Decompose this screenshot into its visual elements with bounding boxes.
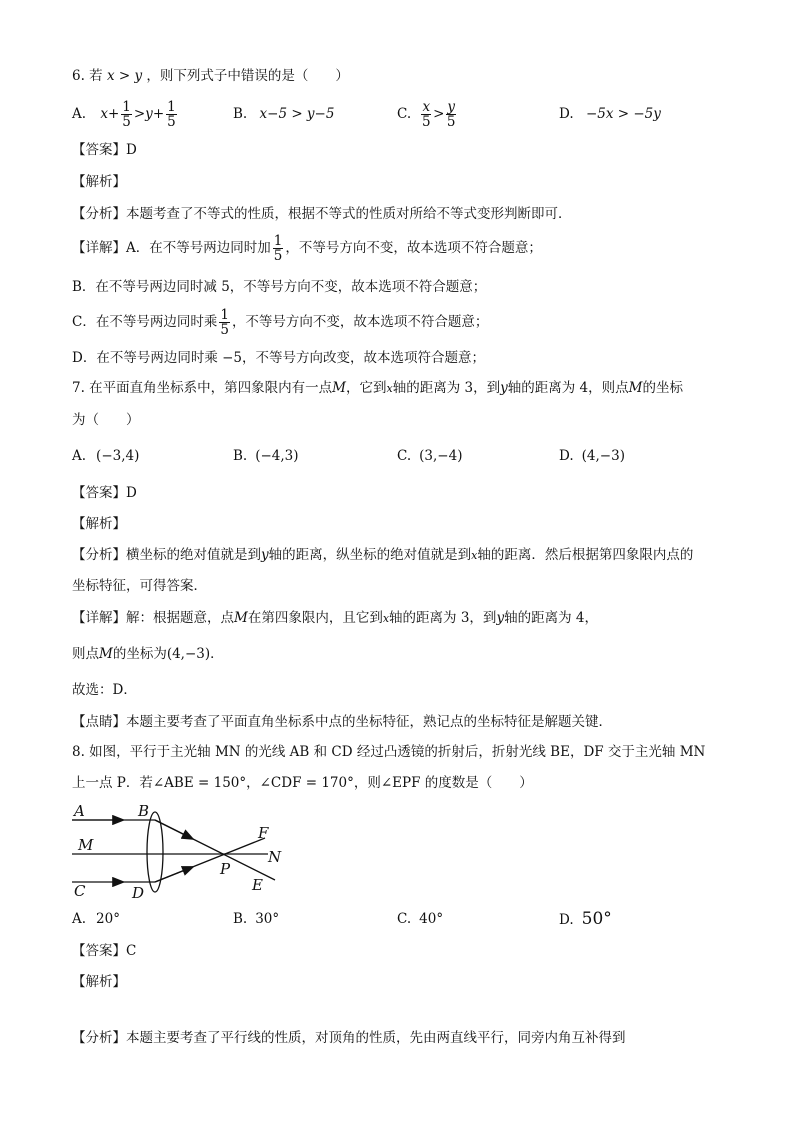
q8-stem-line1: 8. 如图，平行于主光轴 MN 的光线 AB 和 CD 经过凸透镜的折射后，折射光线 BE，DF 交于主光轴 MN xyxy=(72,744,706,760)
ray-be-arrow xyxy=(155,820,190,838)
q7-option-a xyxy=(72,446,139,466)
option-label: B. xyxy=(233,911,248,927)
t: 轴的距离，纵坐标的绝对值就是到 xyxy=(268,547,472,563)
fraction xyxy=(121,100,132,129)
option-label: A. xyxy=(72,106,87,122)
fraction xyxy=(273,234,284,263)
fraction xyxy=(421,100,431,129)
t: M xyxy=(234,610,248,626)
q7-detail-line2 xyxy=(72,644,224,664)
option-label: D. xyxy=(559,106,574,122)
q6-option-d-expr: −5x > −5y xyxy=(585,106,661,122)
option-value: 50° xyxy=(581,909,612,929)
t: 则点 xyxy=(72,646,99,662)
t: 轴的距离为 4， xyxy=(504,610,598,626)
option-value: (−4,3) xyxy=(255,448,299,464)
q6-detail-c xyxy=(72,308,488,337)
t: y xyxy=(496,610,505,626)
q7-option-c xyxy=(397,446,462,466)
q7-option-d xyxy=(559,446,625,466)
t: 轴的距离为 4，则点 xyxy=(507,380,629,396)
t: 轴的距离为 3，到 xyxy=(392,380,501,396)
q6-detail-d: D．在不等号两边同时乘 −5，不等号方向改变，故本选项符合题意； xyxy=(72,350,486,366)
t: x xyxy=(386,382,393,395)
t: M xyxy=(99,646,113,662)
frac-den: 5 xyxy=(446,114,456,130)
q8-option-c xyxy=(397,909,443,929)
q7-jiexi: 【解析】 xyxy=(72,516,126,532)
t: 轴的距离为 3，到 xyxy=(389,610,497,626)
option-label: C. xyxy=(397,911,412,927)
q6-option-b-expr: x−5 > y−5 xyxy=(259,106,335,122)
q6-jiexi: 【解析】 xyxy=(72,174,126,190)
option-value: 20° xyxy=(96,911,120,927)
frac-num: 1 xyxy=(167,99,176,115)
q7-analysis-line1 xyxy=(72,545,693,566)
t: M xyxy=(628,380,643,396)
q6-detail-b: B．在不等号两边同时减 5，不等号方向不变，故本选项不符合题意； xyxy=(72,279,487,295)
label-a: A xyxy=(74,802,85,820)
t: x xyxy=(471,549,478,562)
frac-den: 5 xyxy=(122,114,131,130)
option-label: D. xyxy=(559,448,574,464)
q7-comment: 【点睛】本题主要考查了平面直角坐标系中点的坐标特征，熟记点的坐标特征是解题关键． xyxy=(72,714,612,730)
option-value: (4,−3) xyxy=(581,448,625,464)
label-c: C xyxy=(74,882,86,900)
q6-stem-b: ，则下列式子中错误的是（ ） xyxy=(146,68,349,84)
gt-sign: > xyxy=(433,106,445,122)
option-label: A. xyxy=(72,911,87,927)
frac-num: 1 xyxy=(273,233,283,249)
t: 在第四象限内，且它到 xyxy=(247,610,383,626)
t: y xyxy=(261,547,269,563)
fraction xyxy=(446,100,456,129)
detail-c-text2: ，不等号方向不变，故本选项不符合题意； xyxy=(231,314,489,330)
detail-c-text1: C．在不等号两边同时乘 xyxy=(72,314,218,330)
q6-option-d xyxy=(559,104,661,124)
t: ，它到 xyxy=(346,380,387,396)
q6-option-b xyxy=(233,104,334,124)
label-n: N xyxy=(268,848,282,866)
q8-analysis: 【分析】本题主要考查了平行线的性质，对顶角的性质，先由两直线平行，同旁内角互补得到 xyxy=(72,1030,626,1046)
q7-answer: 【答案】D xyxy=(72,485,137,501)
t: (4,−3) xyxy=(166,646,211,662)
fraction xyxy=(219,308,230,337)
q8-stem-line2: 上一点 P．若∠ABE = 150°，∠CDF = 170°，则∠EPF 的度数是（ ） xyxy=(72,775,533,791)
q6-option-c xyxy=(397,100,458,129)
q6-option-a xyxy=(72,100,179,129)
q8-option-a xyxy=(72,909,120,929)
q6-analysis: 【分析】本题考查了不等式的性质，根据不等式的性质对所给不等式变形判断即可． xyxy=(72,206,572,222)
option-label: C. xyxy=(397,106,412,122)
label-m: M xyxy=(78,836,94,854)
option-value: (−3,4) xyxy=(96,448,140,464)
q6-answer: 【答案】D xyxy=(72,142,137,158)
q7-stem-line2: 为（ ） xyxy=(72,412,140,428)
t: x xyxy=(382,612,390,625)
t: 的坐标 xyxy=(642,380,683,396)
label-p: P xyxy=(220,860,231,878)
q8-answer: 【答案】C xyxy=(72,943,137,959)
label-f: F xyxy=(258,824,269,842)
t: 的坐标为 xyxy=(112,646,167,662)
t: y xyxy=(500,380,508,396)
label-b: B xyxy=(138,802,150,820)
fraction xyxy=(166,100,177,129)
q6-stem xyxy=(72,66,349,86)
ray-df-arrow xyxy=(155,868,190,882)
t: M xyxy=(332,380,346,396)
lens-figure xyxy=(70,800,290,905)
t: 【详解】解：根据题意，点 xyxy=(72,610,234,626)
frac-num: x xyxy=(422,99,431,115)
detail-a-text1: 【详解】A．在不等号两边同时加 xyxy=(72,240,271,256)
t: 轴的距离．然后根据第四象限内点的 xyxy=(477,547,694,563)
label-d: D xyxy=(132,884,145,902)
q6-condition: x > y xyxy=(106,68,143,84)
option-label: B. xyxy=(233,448,248,464)
q8-jiexi: 【解析】 xyxy=(72,974,126,990)
q6-stem-a: 6. 若 xyxy=(72,68,103,84)
q6-option-a-expr2: >y+ xyxy=(133,106,165,122)
option-label: B. xyxy=(233,106,248,122)
option-label: C. xyxy=(397,448,412,464)
q7-stem-line1 xyxy=(72,378,683,399)
q8-option-b xyxy=(233,909,279,929)
q7-detail-line1 xyxy=(72,608,598,629)
option-value: 30° xyxy=(255,911,280,927)
frac-num: y xyxy=(447,99,456,115)
q6-option-a-expr1: x+ xyxy=(100,106,120,122)
q7-option-b xyxy=(233,446,299,466)
label-e: E xyxy=(252,876,263,894)
q7-choose: 故选：D． xyxy=(72,682,137,698)
frac-den: 5 xyxy=(167,114,176,130)
frac-den: 5 xyxy=(273,248,283,264)
frac-num: 1 xyxy=(220,307,229,323)
q6-detail-a xyxy=(72,234,542,263)
t: 【分析】横坐标的绝对值就是到 xyxy=(72,547,261,563)
q8-option-d xyxy=(559,909,612,930)
option-value: (3,−4) xyxy=(419,448,463,464)
frac-num: 1 xyxy=(122,99,131,115)
frac-den: 5 xyxy=(220,322,229,338)
detail-a-text2: ，不等号方向不变，故本选项不符合题意； xyxy=(285,240,542,256)
frac-den: 5 xyxy=(421,114,431,130)
t: ． xyxy=(210,646,224,662)
option-value: 40° xyxy=(419,911,444,927)
option-label: D. xyxy=(559,912,574,928)
t: 7. 在平面直角坐标系中，第四象限内有一点 xyxy=(72,380,333,396)
option-label: A. xyxy=(72,448,87,464)
q7-analysis-line2: 坐标特征，可得答案． xyxy=(72,578,207,594)
